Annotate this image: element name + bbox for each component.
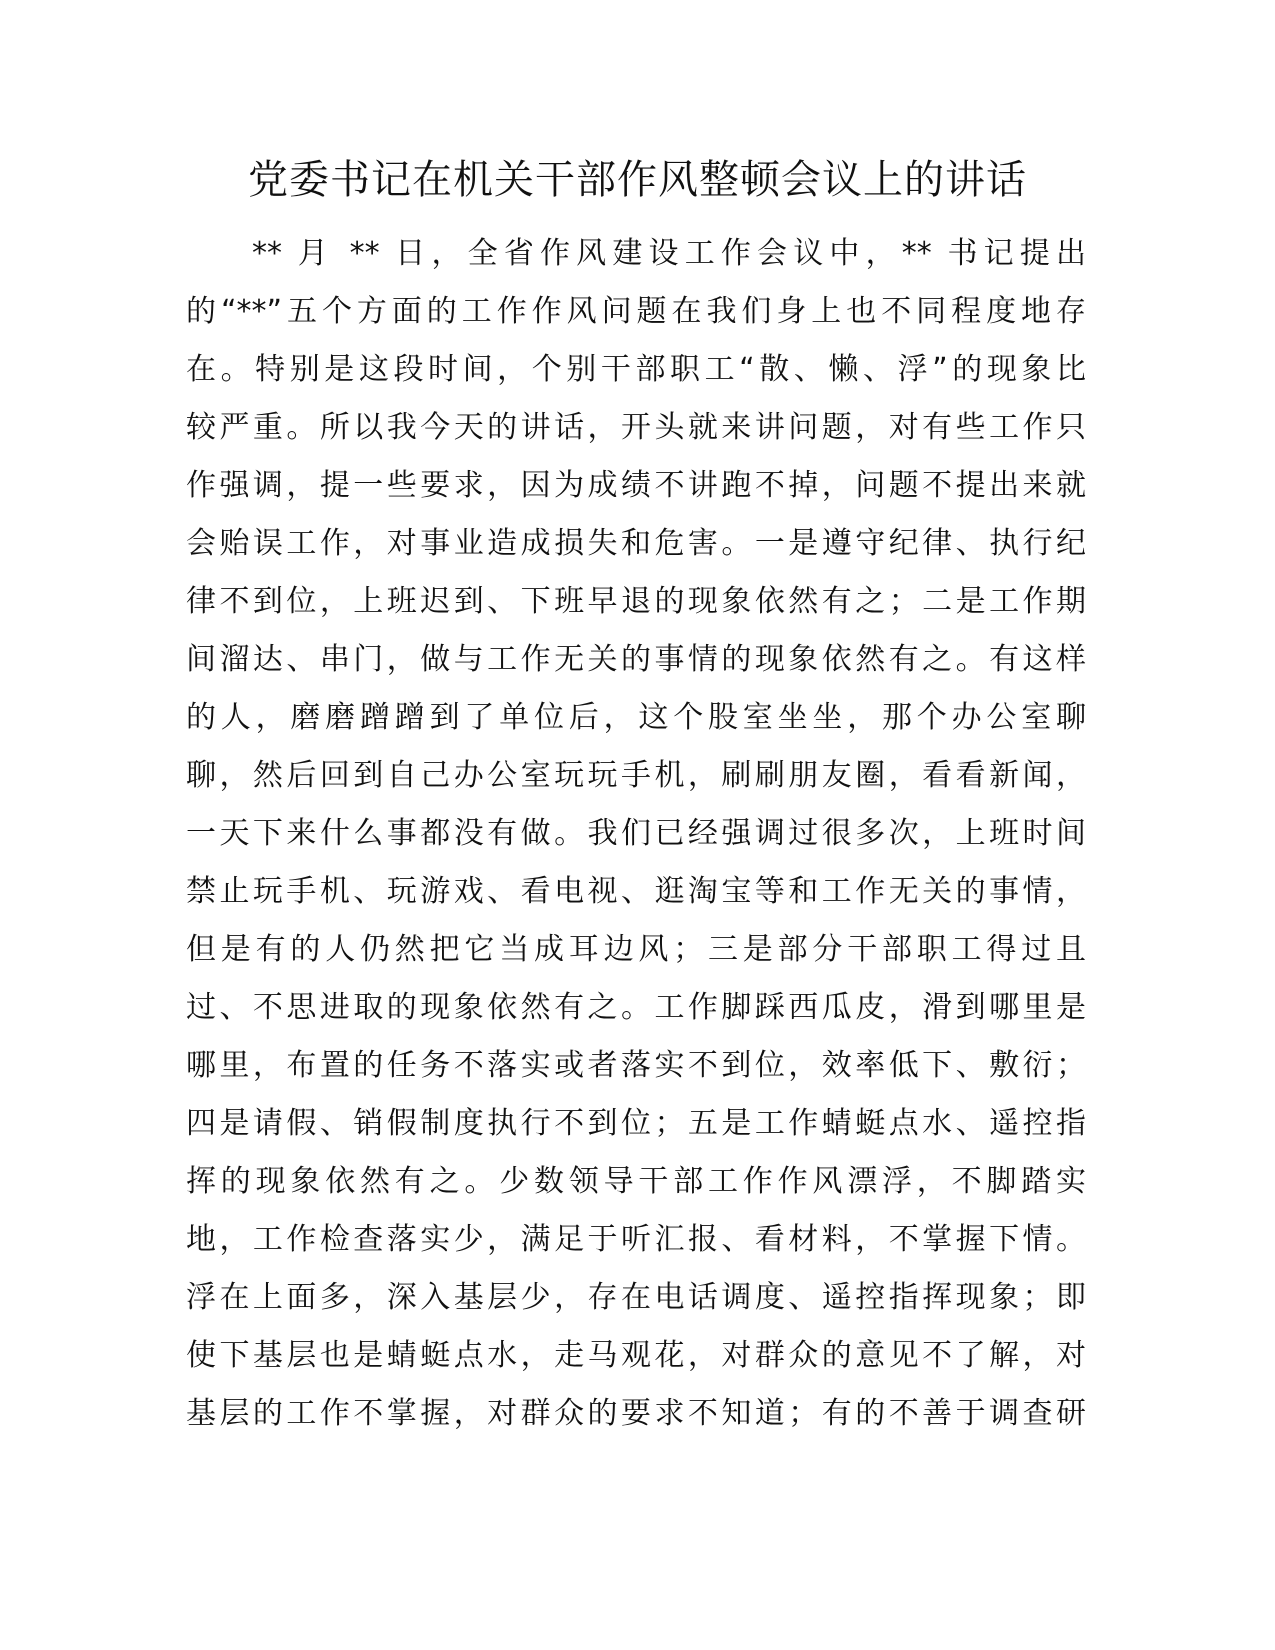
body-line: 哪里，布置的任务不落实或者落实不到位，效率低下、敷衍；	[186, 1048, 1086, 1083]
body-line: 的“**”五个方面的工作作风问题在我们身上也不同程度地存	[186, 294, 1086, 329]
body-line: 地，工作检查落实少，满足于听汇报、看材料，不掌握下情。	[186, 1222, 1086, 1257]
body-line: 挥的现象依然有之。少数领导干部工作作风漂浮，不脚踏实	[186, 1164, 1086, 1199]
body-line: 浮在上面多，深入基层少，存在电话调度、遥控指挥现象；即	[186, 1280, 1086, 1315]
body-line: ** 月 ** 日，全省作风建设工作会议中，** 书记提出	[252, 236, 1086, 271]
body-line: 间溜达、串门，做与工作无关的事情的现象依然有之。有这样	[186, 642, 1086, 677]
document-body	[186, 225, 1086, 1443]
body-line: 禁止玩手机、玩游戏、看电视、逛淘宝等和工作无关的事情，	[186, 874, 1086, 909]
body-line: 一天下来什么事都没有做。我们已经强调过很多次，上班时间	[186, 816, 1086, 851]
body-line: 使下基层也是蜻蜓点水，走马观花，对群众的意见不了解，对	[186, 1338, 1086, 1373]
body-line: 律不到位，上班迟到、下班早退的现象依然有之；二是工作期	[186, 584, 1086, 619]
body-line: 在。特别是这段时间，个别干部职工“散、懒、浮”的现象比	[186, 352, 1086, 387]
body-line: 作强调，提一些要求，因为成绩不讲跑不掉，问题不提出来就	[186, 468, 1086, 503]
body-line: 基层的工作不掌握，对群众的要求不知道；有的不善于调查研	[186, 1396, 1086, 1431]
body-line: 过、不思进取的现象依然有之。工作脚踩西瓜皮，滑到哪里是	[186, 990, 1086, 1025]
body-line: 但是有的人仍然把它当成耳边风；三是部分干部职工得过且	[186, 932, 1086, 967]
document-title: 党委书记在机关干部作风整顿会议上的讲话	[248, 157, 1027, 203]
body-line: 的人，磨磨蹭蹭到了单位后，这个股室坐坐，那个办公室聊	[186, 700, 1086, 735]
body-line: 四是请假、销假制度执行不到位；五是工作蜻蜓点水、遥控指	[186, 1106, 1086, 1141]
body-line: 较严重。所以我今天的讲话，开头就来讲问题，对有些工作只	[186, 410, 1086, 445]
body-line: 聊，然后回到自己办公室玩玩手机，刷刷朋友圈，看看新闻，	[186, 758, 1086, 793]
body-line: 会贻误工作，对事业造成损失和危害。一是遵守纪律、执行纪	[186, 526, 1086, 561]
